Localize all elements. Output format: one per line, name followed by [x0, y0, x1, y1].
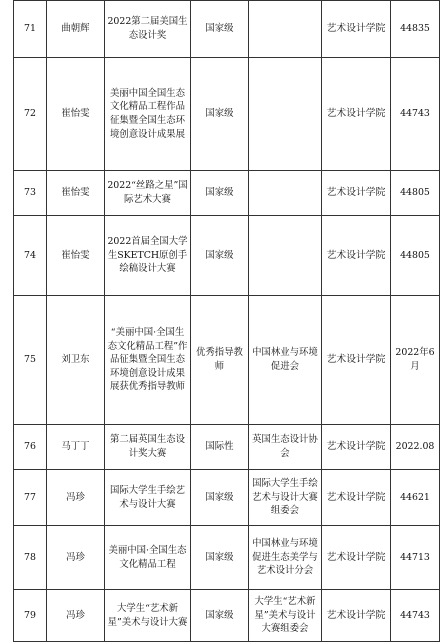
- table-row: [14, 296, 440, 425]
- row-number: 73: [14, 171, 47, 216]
- award-date: 44805: [391, 216, 440, 296]
- department: 艺术设计学院: [322, 526, 391, 590]
- award-date: 44805: [391, 171, 440, 216]
- row-number: 72: [14, 58, 47, 171]
- person-name: 曲朝辉: [47, 1, 105, 58]
- department: 艺术设计学院: [322, 58, 391, 171]
- award-title: 2022首届全国大学生SKETCH原创手绘稿设计大赛: [105, 216, 191, 296]
- award-date: 44835: [391, 1, 440, 58]
- organizer: [249, 171, 322, 216]
- row-number: 75: [14, 296, 47, 425]
- award-title: “美丽中国·全国生态文化精品工程”作品征集暨全国生态环境创意设计成果展获优秀指导教师: [105, 296, 191, 425]
- table-row: [14, 171, 440, 216]
- award-date: 44743: [391, 58, 440, 171]
- award-level: 优秀指导教师: [191, 296, 249, 425]
- award-title: 第二届英国生态设计奖大赛: [105, 425, 191, 470]
- organizer: [249, 216, 322, 296]
- organizer: 中国林业与环境促进会: [249, 296, 322, 425]
- organizer: 国际大学生手绘艺术与设计大赛组委会: [249, 470, 322, 526]
- department: 艺术设计学院: [322, 1, 391, 58]
- award-title: 2022第二届美国生态设计奖: [105, 1, 191, 58]
- awards-table: [13, 0, 440, 642]
- organizer: [249, 1, 322, 58]
- department: 艺术设计学院: [322, 470, 391, 526]
- person-name: 冯珍: [47, 526, 105, 590]
- award-level: 国家级: [191, 590, 249, 642]
- organizer: [249, 58, 322, 171]
- person-name: 冯珍: [47, 470, 105, 526]
- award-date: 44713: [391, 526, 440, 590]
- award-title: 美丽中国全国生态文化精品工程作品征集暨全国生态环境创意设计成果展: [105, 58, 191, 171]
- table-row: [14, 526, 440, 590]
- row-number: 71: [14, 1, 47, 58]
- person-name: 崔怡雯: [47, 171, 105, 216]
- row-number: 77: [14, 470, 47, 526]
- award-title: 大学生“艺术新星”美术与设计大赛: [105, 590, 191, 642]
- organizer: 大学生“艺术新星”美术与设计大赛组委会: [249, 590, 322, 642]
- award-level: 国家级: [191, 526, 249, 590]
- table-row: [14, 425, 440, 470]
- award-date: 2022年6月: [391, 296, 440, 425]
- award-level: 国家级: [191, 470, 249, 526]
- department: 艺术设计学院: [322, 296, 391, 425]
- award-level: 国家级: [191, 58, 249, 171]
- award-title: 国际大学生手绘艺术与设计大赛: [105, 470, 191, 526]
- department: 艺术设计学院: [322, 216, 391, 296]
- table-row: [14, 470, 440, 526]
- award-level: 国家级: [191, 216, 249, 296]
- award-level: 国家级: [191, 1, 249, 58]
- table-row: [14, 58, 440, 171]
- person-name: 冯珍: [47, 590, 105, 642]
- award-date: 44621: [391, 470, 440, 526]
- award-title: 美丽中国·全国生态文化精品工程: [105, 526, 191, 590]
- person-name: 马丁丁: [47, 425, 105, 470]
- organizer: 英国生态设计协会: [249, 425, 322, 470]
- award-date: 2022.08: [391, 425, 440, 470]
- award-title: 2022“丝路之星”国际艺术大赛: [105, 171, 191, 216]
- table-row: [14, 590, 440, 642]
- department: 艺术设计学院: [322, 171, 391, 216]
- row-number: 74: [14, 216, 47, 296]
- row-number: 78: [14, 526, 47, 590]
- person-name: 刘卫东: [47, 296, 105, 425]
- row-number: 79: [14, 590, 47, 642]
- person-name: 崔怡雯: [47, 58, 105, 171]
- department: 艺术设计学院: [322, 590, 391, 642]
- award-level: 国际性: [191, 425, 249, 470]
- organizer: 中国林业与环境促进生态美学与艺术设计分会: [249, 526, 322, 590]
- award-level: 国家级: [191, 171, 249, 216]
- table-row: [14, 1, 440, 58]
- award-date: 44743: [391, 590, 440, 642]
- department: 艺术设计学院: [322, 425, 391, 470]
- person-name: 崔怡雯: [47, 216, 105, 296]
- table-row: [14, 216, 440, 296]
- row-number: 76: [14, 425, 47, 470]
